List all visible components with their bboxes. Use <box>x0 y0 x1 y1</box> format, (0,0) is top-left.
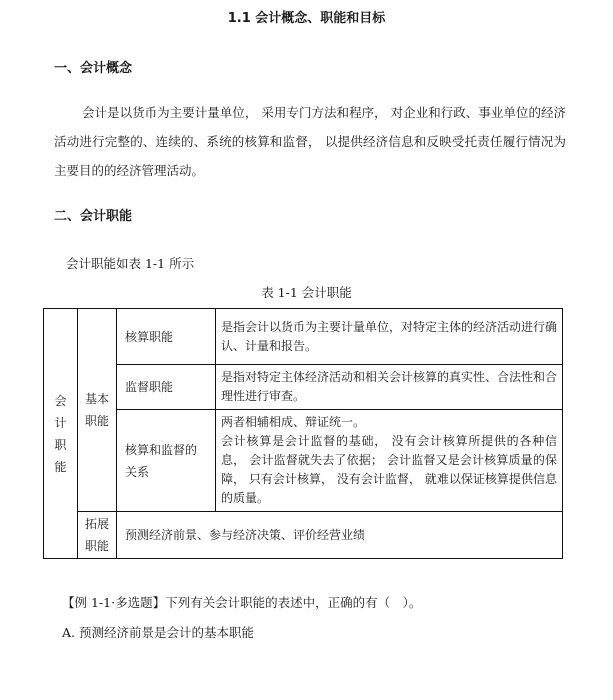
function-description: 是指对特定主体经济活动和相关会计核算的真实性、合法性和合理性进行审查。 <box>221 370 558 403</box>
extended-functions-label-part: 职能 <box>84 539 109 553</box>
extended-functions-cell <box>78 512 117 559</box>
basic-functions-label-part: 职能 <box>84 414 109 428</box>
relation-detail: 会计核算是会计监督的基础， 没有会计核算所提供的各种信息， 会计监督就失去了依据； 会计监督又是会计核算质量的保障， 只有会计核算， 没有会计监督， 就难以保证核算提供信息的质量。 <box>221 434 557 505</box>
function-name: 核算和监督的关系 <box>125 442 198 479</box>
function-name: 监督职能 <box>125 380 174 394</box>
function-description: 是指会计以货币为主要计量单位，对特定主体的经济活动进行确认、计量和报告。 <box>221 319 558 353</box>
major-category-char: 计 <box>54 415 67 430</box>
concept-paragraph: 会计是以货币为主要计量单位， 采用专门方法和程序， 对企业和行政、事业单位的经济活动进行完整的、连续的、系统的核算和监督， 以提供经济信息和反映受托责任履行情况为主要目的的经济管理活动。 <box>54 105 566 178</box>
example-tag: 【例 1-1·多选题】 <box>62 595 166 610</box>
example-question <box>62 594 421 612</box>
example-question-text: 下列有关会计职能的表述中，正确的有（ ）。 <box>165 595 422 610</box>
major-category-char: 会 <box>54 393 67 408</box>
extended-description: 预测经济前景、参与经济决策、评价经营业绩 <box>125 527 366 542</box>
section-heading-concept: 一、会计概念 <box>54 61 133 76</box>
major-category-cell <box>44 309 78 559</box>
function-desc-cell <box>216 365 563 410</box>
page-title: 1.1 会计概念、职能和目标 <box>227 11 386 26</box>
major-category-char: 能 <box>54 459 67 474</box>
table-caption: 表 1-1 会计职能 <box>261 285 352 300</box>
extended-functions-label-part: 拓展 <box>84 517 109 531</box>
function-name-cell <box>117 365 216 410</box>
function-name: 核算职能 <box>125 329 174 344</box>
basic-functions-cell <box>78 309 117 512</box>
section-heading-functions: 二、会计职能 <box>54 209 133 224</box>
option-a: A. 预测经济前景是会计的基本职能 <box>62 625 254 640</box>
function-name-cell <box>117 309 216 365</box>
extended-desc-cell <box>117 512 563 559</box>
table-intro-text: 会计职能如表 1-1 所示 <box>66 256 195 271</box>
major-category-char: 职 <box>54 437 67 452</box>
extended-functions-label <box>78 513 116 557</box>
function-desc-cell <box>216 309 563 365</box>
function-name-cell <box>117 410 216 512</box>
basic-functions-label-part: 基本 <box>84 392 109 406</box>
basic-functions-label <box>78 388 116 432</box>
major-category-label <box>44 390 77 478</box>
accounting-functions-table <box>43 308 563 559</box>
relation-summary: 两者相辅相成、辩证统一。 <box>221 415 366 429</box>
function-desc-cell <box>216 410 563 512</box>
